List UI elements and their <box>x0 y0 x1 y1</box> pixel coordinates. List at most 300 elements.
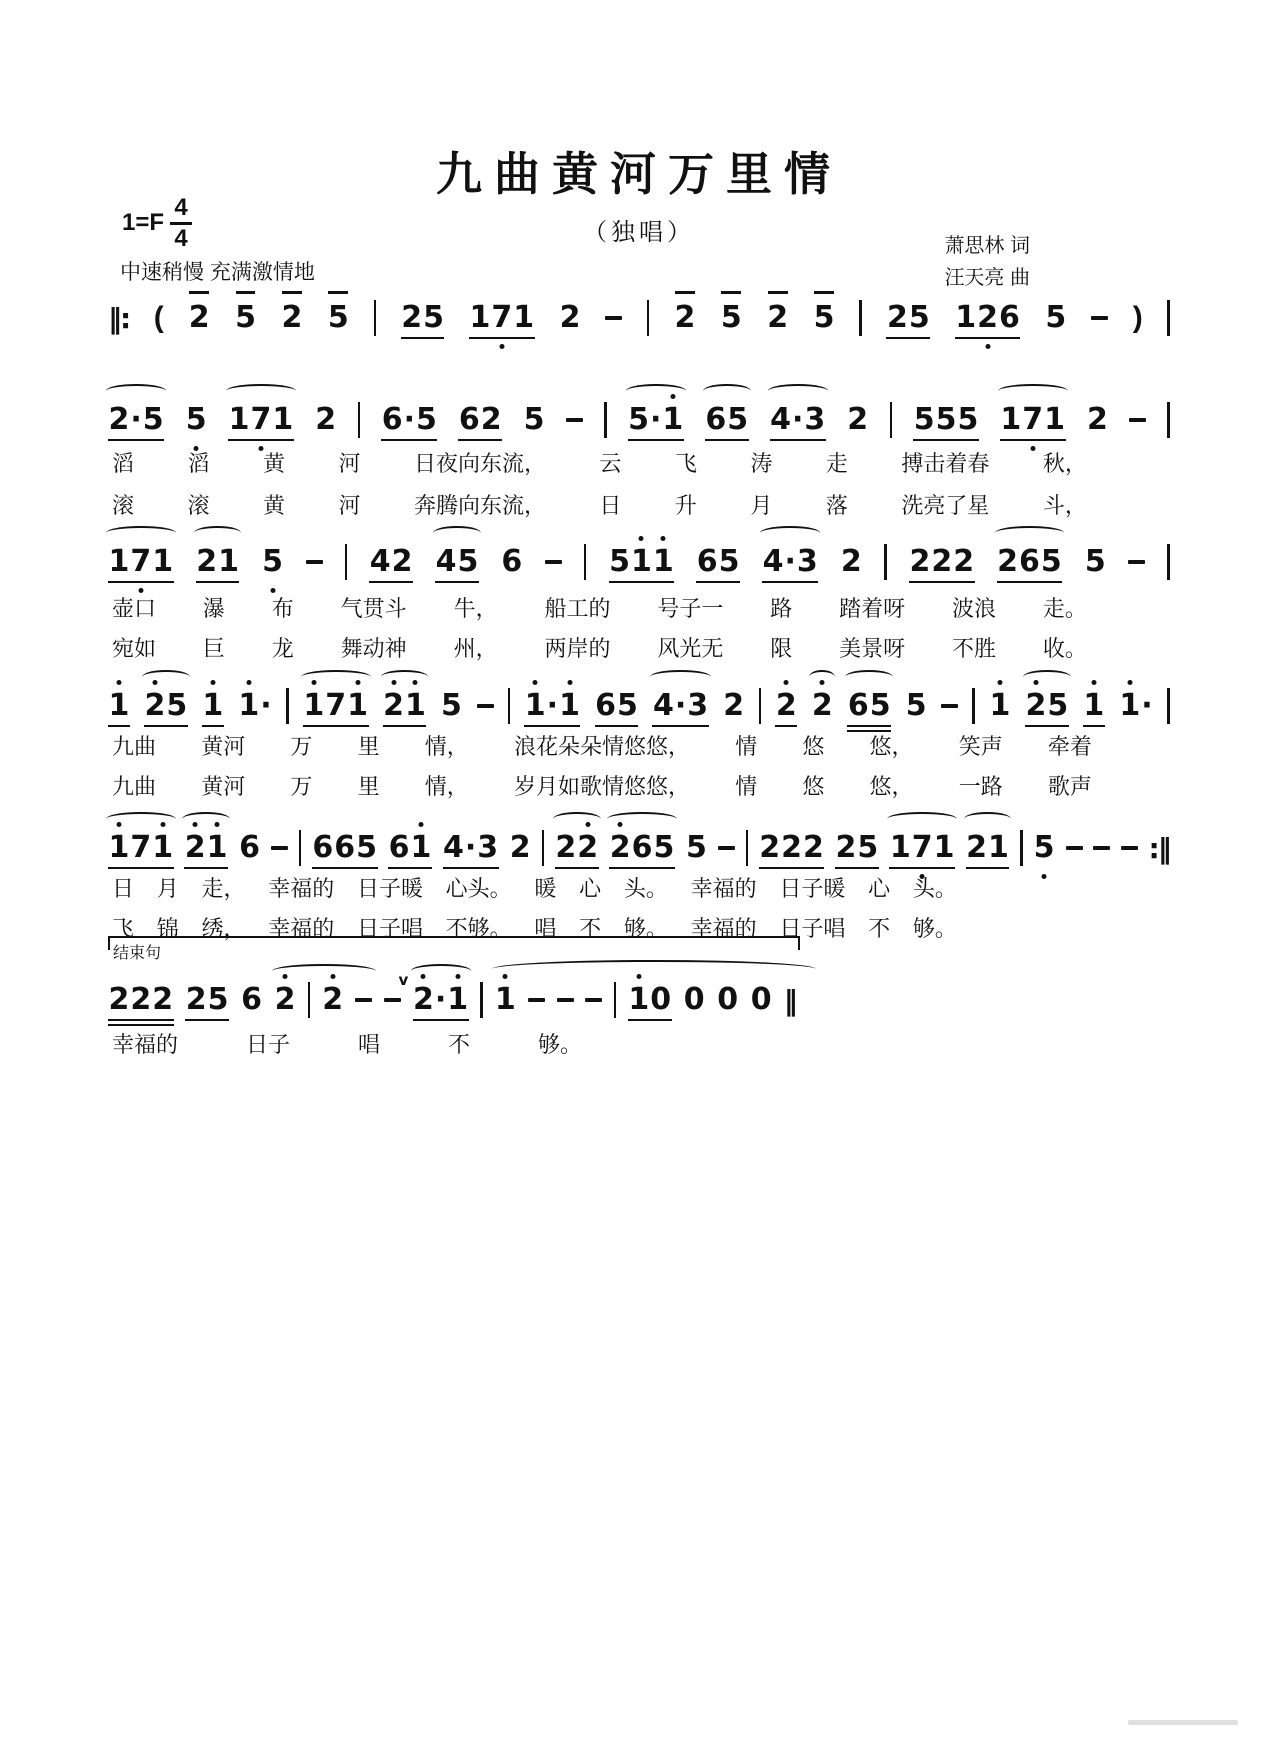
note-digit: 2 <box>835 830 857 865</box>
note-digit: 2 <box>401 300 423 335</box>
note-group <box>108 688 130 724</box>
slur-arc <box>142 670 190 684</box>
note-group <box>628 402 684 438</box>
note-digit: 5 <box>913 402 935 437</box>
note-digit: 5 <box>869 688 891 723</box>
lyric-chunk: 岁月如歌情悠悠， <box>513 774 690 799</box>
note-digit: 2 <box>188 300 210 335</box>
note-group <box>1045 300 1067 336</box>
lyric-chunk: 情 <box>735 774 758 799</box>
note-digit: 1 <box>1044 402 1065 437</box>
barline <box>508 688 511 724</box>
beam-underline <box>847 725 891 728</box>
lyric-chunk: 里 <box>357 774 380 799</box>
note-digit: 2 <box>274 982 296 1018</box>
note-group <box>1025 688 1069 724</box>
lyric-chunk: 黄河 <box>201 734 246 759</box>
note-digit: 5 <box>423 300 444 335</box>
note-digit: 2 <box>931 544 953 579</box>
beam-underline <box>1083 725 1105 728</box>
beam-underline <box>889 867 955 870</box>
note-digit: 5 <box>1040 544 1062 579</box>
barline <box>286 688 289 724</box>
barline <box>859 300 862 336</box>
lyric-chunk: 奔腾向东流， <box>413 493 546 518</box>
octave-dot-above <box>567 680 572 685</box>
music-line <box>108 540 1170 584</box>
beam-underline <box>595 725 639 728</box>
note-digit: 2 <box>1087 402 1108 437</box>
lyric-chunk: 够。 <box>912 916 957 941</box>
lyric-chunk: 情， <box>424 734 469 759</box>
beam-underline <box>202 725 224 728</box>
overline-mark <box>675 291 695 294</box>
slur-arc <box>703 384 751 398</box>
beam-underline <box>770 439 826 442</box>
lyrics-row <box>112 1028 582 1059</box>
barline <box>542 830 545 866</box>
note-digit: 5 <box>653 830 675 865</box>
tempo-marking: 中速稍慢 充满激情地 <box>120 261 315 284</box>
note-digit: · <box>674 688 687 723</box>
note-digit: 5 <box>857 830 879 865</box>
note-group <box>398 971 469 1018</box>
beam-underline <box>458 439 502 442</box>
note-group <box>501 544 523 580</box>
note-digit: 5 <box>609 544 630 579</box>
note-group <box>312 830 378 866</box>
note-digit: 4 <box>770 402 791 437</box>
lyric-chunk: 悠 <box>802 774 825 799</box>
note-group <box>909 544 975 580</box>
lyric-chunk: 秋， <box>1042 451 1087 476</box>
beam-underline <box>1025 725 1069 728</box>
note-group <box>767 300 789 336</box>
note-digit: 6 <box>847 688 869 723</box>
lyric-chunk: 幸福的 <box>690 876 757 901</box>
breath-mark: v <box>398 971 409 989</box>
overline-mark <box>189 291 209 294</box>
note-group <box>723 688 745 724</box>
note-digit: 2 <box>184 830 206 866</box>
note-digit: 2 <box>130 982 152 1017</box>
note-digit: 4 <box>652 688 674 723</box>
note-digit: 2 <box>322 982 344 1018</box>
note-group <box>435 544 479 580</box>
barline <box>374 300 377 336</box>
note-digit: · <box>403 402 415 437</box>
note-group <box>383 688 427 724</box>
note-digit: 7 <box>491 300 513 336</box>
beam-underline <box>108 867 174 870</box>
note-digit: 1 <box>218 544 239 579</box>
lyrics-row <box>112 447 1087 478</box>
note-digit: 2 <box>997 544 1019 579</box>
lyric-chunk: 州， <box>453 636 498 661</box>
lyric-chunk: 情 <box>735 734 758 759</box>
note-group <box>303 688 369 724</box>
note-group <box>184 830 228 866</box>
slur-arc <box>226 384 296 398</box>
note-digit: 3 <box>796 544 818 579</box>
lyric-chunk: 日 <box>112 876 135 901</box>
note-digit: 1 <box>152 830 174 866</box>
lyric-chunk: 心 <box>579 876 602 901</box>
meter-numerator: 4 <box>174 194 188 221</box>
note-group <box>1087 402 1109 438</box>
lyric-chunk: 不 <box>868 916 891 941</box>
note-group <box>228 402 294 438</box>
note-digit: 1 <box>447 982 469 1018</box>
note-group <box>144 688 188 724</box>
note-group <box>813 300 835 336</box>
note-group <box>238 688 272 724</box>
lyric-chunk: 幸福的 <box>268 876 335 901</box>
note-group <box>443 830 499 866</box>
slur-arc <box>626 384 686 398</box>
note-group <box>652 688 708 724</box>
note-group <box>202 688 224 724</box>
note-digit: 4 <box>443 830 464 865</box>
lyric-chunk: 牛， <box>453 596 498 621</box>
slur-arc <box>411 964 471 978</box>
note-group <box>913 402 979 438</box>
lyric-chunk: 宛如 <box>112 636 157 661</box>
note-digit: 7 <box>130 830 152 865</box>
note-digit: 5 <box>686 830 707 865</box>
note-digit: 3 <box>804 402 826 437</box>
held-note-dash <box>545 560 562 565</box>
note-digit: 5 <box>616 688 638 723</box>
repeat-sign: ‖: <box>108 301 130 335</box>
note-group <box>185 402 207 438</box>
note-group <box>955 300 1021 336</box>
note-digit: 4 <box>762 544 784 579</box>
note-digit: 6 <box>998 300 1020 335</box>
slur-arc <box>760 526 820 540</box>
beam-underline <box>835 867 879 870</box>
lyric-chunk: 美景呀 <box>839 636 906 661</box>
note-group <box>274 982 296 1018</box>
held-note-dash <box>477 704 494 709</box>
note-group <box>750 982 772 1018</box>
beam-underline <box>388 867 432 870</box>
note-digit: 5 <box>207 982 229 1017</box>
note-digit: 2 <box>480 402 502 437</box>
note-digit: 2 <box>555 830 577 865</box>
note-group <box>686 830 708 866</box>
lyric-chunk: 够。 <box>537 1032 582 1057</box>
note-digit: 6 <box>381 402 403 437</box>
lyric-chunk: 月 <box>750 493 773 518</box>
note-digit: 5 <box>457 544 479 579</box>
lyric-chunk: 悠 <box>802 734 825 759</box>
note-digit: 5 <box>166 688 188 723</box>
beam-underline <box>1000 439 1066 442</box>
lyric-chunk: 两岸的 <box>544 636 611 661</box>
lyric-chunk: 洗亮了星 <box>901 493 990 518</box>
lyric-chunk: 限 <box>770 636 793 661</box>
note-digit: · <box>130 402 142 437</box>
note-digit: 2 <box>886 300 908 335</box>
note-digit: 1 <box>630 544 652 580</box>
note-digit: 2 <box>767 300 789 335</box>
note-digit: 7 <box>325 688 347 723</box>
note-digit: 1 <box>152 544 174 579</box>
note-digit: 0 <box>650 982 672 1017</box>
lyric-chunk: 路 <box>770 596 793 621</box>
repeat-sign: :‖ <box>1148 831 1170 865</box>
beam-underline <box>185 1019 229 1022</box>
note-digit: 2 <box>391 544 413 579</box>
lyric-chunk: 走， <box>201 876 246 901</box>
lyric-chunk: 万 <box>290 774 313 799</box>
note-group <box>494 982 516 1018</box>
note-digit: 7 <box>1022 402 1044 438</box>
lyrics-row <box>112 872 957 903</box>
barline <box>614 982 617 1018</box>
note-digit: 2 <box>152 982 174 1017</box>
note-digit: 1 <box>662 402 684 438</box>
lyric-chunk: 歌声 <box>1047 774 1092 799</box>
note-digit: 4 <box>369 544 391 579</box>
note-digit: 2 <box>723 688 745 723</box>
beam-underline <box>628 439 684 442</box>
lyric-chunk: 日子暖 <box>356 876 423 901</box>
barline <box>299 830 302 866</box>
note-group <box>775 688 797 724</box>
note-group <box>905 688 927 724</box>
note-digit: 2 <box>185 982 207 1017</box>
held-note-dash <box>566 418 583 423</box>
note-digit: 2 <box>759 830 781 865</box>
note-group <box>188 300 210 336</box>
note-digit: 2 <box>953 544 975 579</box>
slur-arc <box>106 384 166 398</box>
lyric-chunk: 幸福的 <box>112 1032 179 1057</box>
lyric-chunk: 笑声 <box>958 734 1003 759</box>
lyric-chunk: 河 <box>338 493 361 518</box>
song-title: 九曲黄河万里情 <box>436 148 842 200</box>
note-digit: 5 <box>935 402 957 437</box>
lyric-chunk: 黄 <box>262 493 285 518</box>
note-digit: 2 <box>811 688 833 724</box>
beam-underline <box>696 581 740 584</box>
lyric-chunk: 心 <box>868 876 891 901</box>
note-digit: 2 <box>775 688 797 724</box>
note-digit: 1 <box>988 830 1009 865</box>
note-digit: 1 <box>108 544 130 579</box>
lyric-chunk: 瀑 <box>202 596 225 621</box>
lyric-chunk: 踏着呀 <box>839 596 906 621</box>
lyric-chunk: 船工的 <box>544 596 611 621</box>
note-digit: 5 <box>142 402 164 437</box>
note-group <box>401 300 445 336</box>
slur-arc <box>1023 670 1071 684</box>
note-group <box>696 544 740 580</box>
lyric-chunk: 气贯斗 <box>340 596 407 621</box>
note-digit: 2 <box>847 402 869 437</box>
octave-dot-above <box>533 680 538 685</box>
held-note-dash <box>306 560 323 565</box>
barline <box>647 300 650 336</box>
held-note-dash <box>585 998 602 1003</box>
note-digit: 1 <box>238 688 260 724</box>
note-group <box>674 300 696 336</box>
lyric-chunk: 日 <box>599 493 622 518</box>
note-digit: 2 <box>413 982 435 1018</box>
barline <box>584 544 587 580</box>
note-group <box>523 402 545 438</box>
slur-arc <box>553 812 601 826</box>
note-group <box>524 688 580 724</box>
note-digit: 6 <box>239 830 260 865</box>
note-group <box>241 982 263 1018</box>
note-group <box>555 830 599 866</box>
octave-dot-above <box>246 680 251 685</box>
note-digit: · <box>784 544 796 579</box>
lyrics-row <box>112 912 957 943</box>
note-digit: 4 <box>435 544 457 579</box>
note-digit: 7 <box>130 544 152 580</box>
note-digit: 2 <box>1025 688 1047 724</box>
note-group <box>315 402 337 438</box>
note-group <box>196 544 240 580</box>
note-group <box>609 830 675 866</box>
note-digit: 5 <box>727 402 749 437</box>
beam-underline <box>609 581 675 584</box>
barline <box>884 544 887 580</box>
barline <box>1167 544 1170 580</box>
octave-dot-above <box>418 822 423 827</box>
slur-arc <box>607 812 677 826</box>
note-group <box>108 982 174 1018</box>
note-digit: 6 <box>312 830 334 865</box>
lyric-chunk: 幸福的 <box>690 916 757 941</box>
note-group <box>239 830 261 866</box>
note-digit: 7 <box>911 830 933 866</box>
note-digit: 2 <box>559 300 581 335</box>
note-group <box>811 688 833 724</box>
note-digit: 5 <box>262 544 284 580</box>
beam-underline <box>401 337 445 340</box>
note-digit: 0 <box>683 982 705 1017</box>
octave-dot-above <box>116 680 121 685</box>
overline-mark <box>282 291 302 294</box>
slur-arc <box>650 670 710 684</box>
note-digit: 1 <box>228 402 250 437</box>
note-digit: 5 <box>415 402 437 437</box>
note-group <box>108 544 174 580</box>
lyric-chunk: 幸福的 <box>268 916 335 941</box>
note-digit: · <box>434 982 447 1017</box>
note-digit: 1 <box>347 688 369 724</box>
overline-mark <box>721 291 741 294</box>
note-digit: 0 <box>750 982 772 1017</box>
note-digit: 5 <box>720 300 742 335</box>
note-digit: 2 <box>144 688 166 724</box>
held-note-dash <box>718 846 735 851</box>
lyric-chunk: 飞 <box>674 451 697 476</box>
note-digit: 2 <box>281 300 303 335</box>
note-digit: 6 <box>388 830 410 865</box>
slur-arc <box>492 960 816 978</box>
beam-underline <box>108 725 130 728</box>
beam-underline <box>705 439 749 442</box>
note-digit: 1 <box>524 688 546 724</box>
slur-arc <box>964 812 1012 826</box>
note-digit: 1 <box>405 688 427 724</box>
lyric-chunk: 够。 <box>623 916 668 941</box>
note-digit: 2 <box>509 830 531 865</box>
slur-arc <box>809 670 835 684</box>
beam-underline <box>108 439 164 442</box>
lyric-chunk: 唱 <box>534 916 557 941</box>
note-digit: · <box>260 688 272 723</box>
lyric-chunk: 悠， <box>869 774 914 799</box>
lyric-chunk: 日子唱 <box>779 916 846 941</box>
octave-dot-below <box>985 344 990 349</box>
lyric-chunk: 滚 <box>112 493 135 518</box>
note-group <box>281 300 303 336</box>
note-group <box>595 688 639 724</box>
barline <box>1020 830 1023 866</box>
note-group <box>609 544 675 580</box>
beam-underline <box>108 581 174 584</box>
held-note-dash <box>355 998 372 1003</box>
note-digit: 1 <box>494 982 516 1018</box>
lyric-chunk: 日子 <box>245 1032 290 1057</box>
note-digit: 2 <box>781 830 803 865</box>
barline <box>1167 688 1170 724</box>
lyric-chunk: 升 <box>674 493 697 518</box>
lyric-chunk: 不够。 <box>445 916 512 941</box>
slur-arc <box>381 670 429 684</box>
beam-underline <box>144 725 188 728</box>
note-group <box>1000 402 1066 438</box>
beam-underline <box>775 725 797 728</box>
note-digit: 1 <box>513 300 535 335</box>
beam-underline <box>955 337 1021 340</box>
note-group <box>717 982 739 1018</box>
lyric-chunk: 万 <box>290 734 313 759</box>
lyric-chunk: 风光无 <box>657 636 724 661</box>
note-group <box>889 830 955 866</box>
song-subtitle: （独唱） <box>583 219 695 246</box>
beam-underline <box>196 581 240 584</box>
note-digit: 2 <box>315 402 337 437</box>
lyric-chunk: 落 <box>825 493 848 518</box>
note-digit: 6 <box>631 830 653 865</box>
overline-mark <box>328 291 348 294</box>
lyric-chunk: 不 <box>447 1032 470 1057</box>
beam-underline <box>555 867 599 870</box>
note-digit: 2 <box>909 544 931 579</box>
note-digit: 5 <box>356 830 377 865</box>
note-digit: 6 <box>705 402 727 437</box>
held-note-dash <box>1128 560 1145 565</box>
held-note-dash <box>941 704 958 709</box>
note-group <box>235 300 257 336</box>
note-digit: 5 <box>1045 300 1067 335</box>
note-digit: 1 <box>469 300 491 335</box>
time-signature <box>170 196 192 251</box>
note-digit: 5 <box>327 300 349 335</box>
note-digit: 1 <box>272 402 294 437</box>
note-group <box>705 402 749 438</box>
lyric-chunk: 走 <box>825 451 848 476</box>
beam-underline <box>909 581 975 584</box>
